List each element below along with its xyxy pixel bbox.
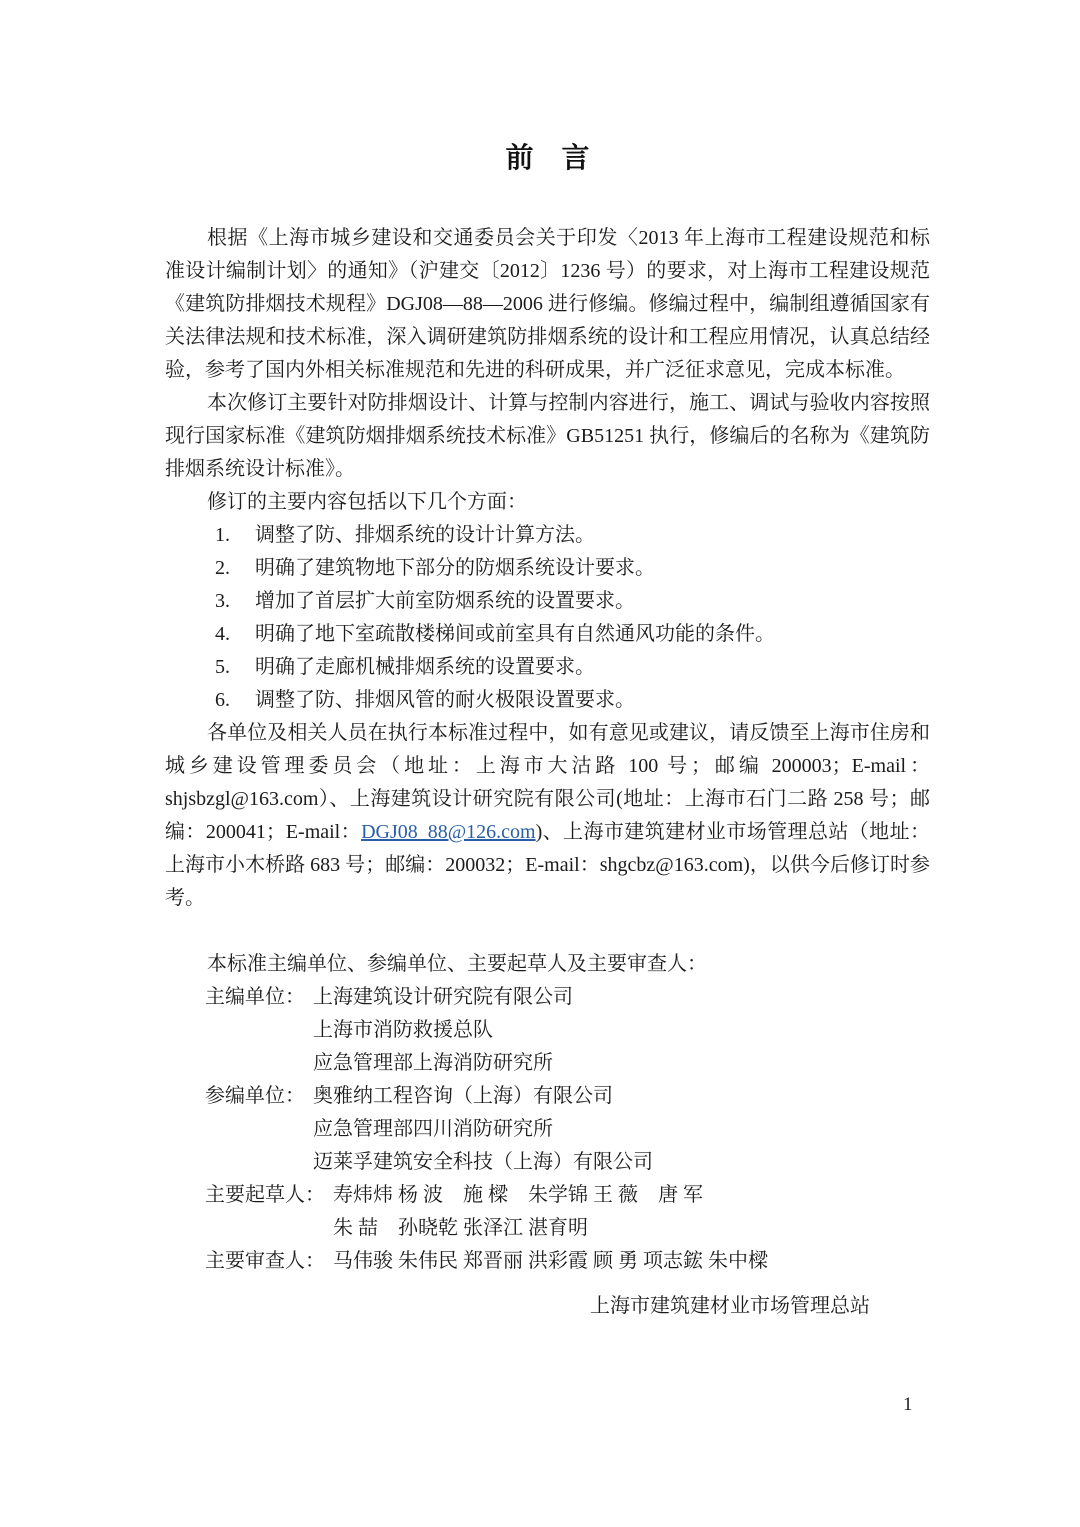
list-item-text: 明确了地下室疏散楼梯间或前室具有自然通风功能的条件。: [255, 623, 775, 645]
list-item-number: 3.: [215, 590, 230, 612]
list-item-text: 调整了防、排烟系统的设计计算方法。: [255, 524, 595, 546]
page-number: 1: [903, 1394, 913, 1415]
feedback-text-after: )、上海市建筑建材业市场管理总站（地址：上海市小木桥路 683 号；邮编：200032；E-mail：shgcbz@163.com)，以供今后修订时参考。: [165, 821, 930, 909]
list-item: [215, 684, 930, 717]
list-item: [215, 519, 930, 552]
unit-name: 上海建筑设计研究院有限公司: [313, 986, 573, 1008]
list-item: [215, 552, 930, 585]
unit-name: 上海市消防救援总队: [313, 1019, 493, 1041]
list-item-text: 增加了首层扩大前室防烟系统的设置要求。: [255, 590, 635, 612]
list-item-number: 6.: [215, 689, 230, 711]
reviewers-label: 主要审查人：: [205, 1250, 325, 1272]
reviewers-names: [333, 1245, 768, 1278]
page-title: 前 言: [505, 142, 590, 173]
list-item: [215, 585, 930, 618]
paragraph-feedback: [165, 717, 930, 915]
co-editor-label: 参编单位：: [205, 1085, 305, 1107]
chief-editor-label: 主编单位：: [205, 986, 305, 1008]
email-link[interactable]: DGJ08_88@126.com: [361, 821, 536, 843]
drafters-label: 主要起草人：: [205, 1184, 325, 1206]
reviewers-line: 马伟骏 朱伟民 郑晋丽 洪彩霞 顾 勇 项志鋐 朱中樑: [333, 1250, 768, 1272]
unit-name: 奥雅纳工程咨询（上海）有限公司: [313, 1085, 613, 1107]
drafters-line: 寿炜炜 杨 波 施 樑 朱学锦 王 薇 唐 军: [333, 1184, 703, 1206]
drafters-line: 朱 喆 孙晓乾 张泽江 湛育明: [333, 1217, 588, 1239]
list-item-number: 2.: [215, 557, 230, 579]
revision-list: [165, 519, 930, 717]
list-item-text: 明确了建筑物地下部分的防烟系统设计要求。: [255, 557, 655, 579]
co-editor-row: [205, 1080, 930, 1179]
list-item-number: 4.: [215, 623, 230, 645]
list-item: [215, 618, 930, 651]
credits-heading: 本标准主编单位、参编单位、主要起草人及主要审查人：: [207, 953, 707, 975]
reviewers-row: [205, 1245, 930, 1278]
publisher-name: 上海市建筑建材业市场管理总站: [590, 1295, 870, 1317]
unit-name: 应急管理部四川消防研究所: [313, 1118, 553, 1140]
drafters-names: [333, 1179, 703, 1245]
list-item: [215, 651, 930, 684]
paragraph-revision-intro: 修订的主要内容包括以下几个方面：: [207, 491, 527, 513]
list-item-text: 明确了走廊机械排烟系统的设置要求。: [255, 656, 595, 678]
drafters-row: [205, 1179, 930, 1245]
co-editor-units: [313, 1080, 653, 1179]
paragraph-basis: 根据《上海市城乡建设和交通委员会关于印发〈2013 年上海市工程建设规范和标准设计编制计划〉的通知》（沪建交〔2012〕1236 号）的要求，对上海市工程建设规范《建筑防排烟技术规程》DGJ08—88—2006 进行修编。修编过程中，编制组遵循国家有关法律法规和技术标准，深入调研建筑防排烟系统的设计和工程应用情况，认真总结经验，参考了国内外相关标准规范和先进的科研成果，并广泛征求意见，完成本标准。: [165, 227, 930, 381]
feedback-text-before: 各单位及相关人员在执行本标准过程中，如有意见或建议，请反馈至上海市住房和城乡建设管理委员会（地址：上海市大沽路 100 号；邮编 200003；E-mail：shjsbzgl@163.com）、上海建筑设计研究院有限公司(地址：上海市石门二路 258 号；邮编：200041；E-mail：: [165, 722, 930, 843]
unit-name: 迈莱孚建筑安全科技（上海）有限公司: [313, 1151, 653, 1173]
chief-editor-row: [205, 981, 930, 1080]
list-item-text: 调整了防、排烟风管的耐火极限设置要求。: [255, 689, 635, 711]
list-item-number: 5.: [215, 656, 230, 678]
document-body: [165, 222, 930, 1323]
list-item-number: 1.: [215, 524, 230, 546]
unit-name: 应急管理部上海消防研究所: [313, 1052, 553, 1074]
paragraph-scope: 本次修订主要针对防排烟设计、计算与控制内容进行，施工、调试与验收内容按照现行国家标准《建筑防烟排烟系统技术标准》GB51251 执行，修编后的名称为《建筑防排烟系统设计标准》。: [165, 392, 930, 480]
chief-editor-units: [313, 981, 573, 1080]
